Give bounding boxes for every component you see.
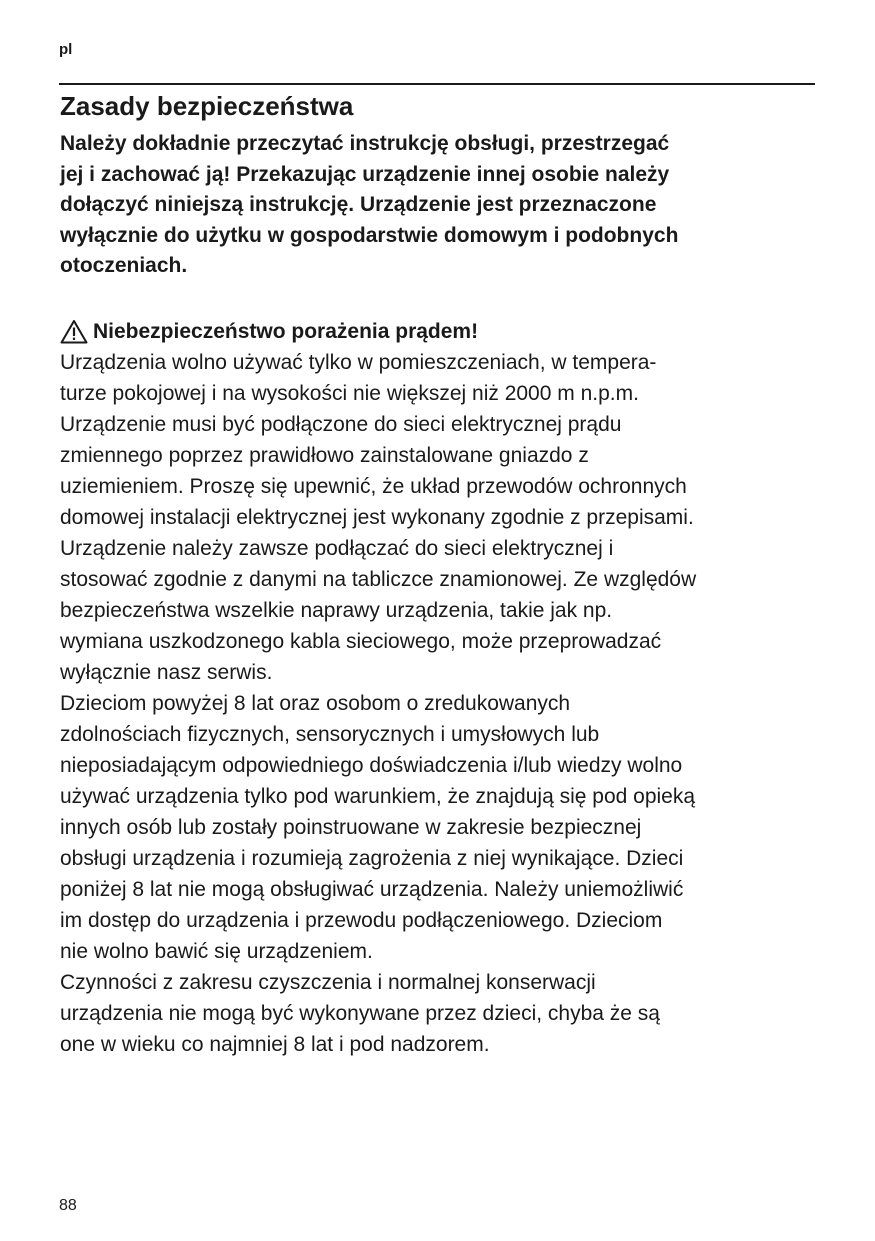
paragraph-line: nie wolno bawić się urządzeniem. [60, 939, 373, 963]
warning-heading [60, 316, 820, 347]
warning-triangle-icon [60, 319, 88, 344]
safety-section [60, 88, 820, 1060]
intro-line: dołączyć niniejszą instrukcję. Urządzenie jest przeznaczone [60, 193, 657, 216]
paragraph-line: używać urządzenia tylko pod warunkiem, że znajdują się pod opieką [60, 784, 696, 808]
header-divider [59, 83, 815, 85]
paragraph-line: turze pokojowej i na wysokości nie większej niż 2000 m n.p.m. [60, 381, 639, 405]
paragraph-line: Czynności z zakresu czyszczenia i normalnej konserwacji [60, 970, 596, 994]
paragraph-line: Dzieciom powyżej 8 lat oraz osobom o zredukowanych [60, 691, 571, 715]
paragraph-line: innych osób lub zostały poinstruowane w zakresie bezpiecznej [60, 815, 642, 839]
paragraph-line: wyłącznie nasz serwis. [60, 660, 273, 684]
paragraph-line: stosować zgodnie z danymi na tabliczce znamionowej. Ze względów [60, 567, 697, 591]
paragraph-line: zmiennego poprzez prawidłowo zainstalowane gniazdo z [60, 443, 589, 467]
paragraph-line: obsługi urządzenia i rozumieją zagrożenia z niej wynikające. Dzieci [60, 846, 684, 870]
paragraph-line: uziemieniem. Proszę się upewnić, że układ przewodów ochronnych [60, 474, 687, 498]
language-code: pl [59, 41, 73, 58]
page-number: 88 [59, 1197, 77, 1214]
paragraph-line: urządzenia nie mogą być wykonywane przez dzieci, chyba że są [60, 1001, 660, 1025]
paragraph-line: Urządzenie należy zawsze podłączać do sieci elektrycznej i [60, 536, 614, 560]
paragraph-line: one w wieku co najmniej 8 lat i pod nadzorem. [60, 1032, 490, 1056]
intro-paragraph [60, 129, 820, 282]
intro-line: jej i zachować ją! Przekazując urządzenie innej osobie należy [60, 162, 670, 186]
warning-paragraph-electrical [60, 347, 820, 688]
paragraph-line: domowej instalacji elektrycznej jest wykonany zgodnie z przepisami. [60, 505, 694, 529]
intro-line: wyłącznie do użytku w gospodarstwie domowym i podobnych [60, 223, 679, 247]
warning-heading-text: Niebezpieczeństwo porażenia prądem! [93, 319, 479, 343]
warning-paragraph-cleaning [60, 967, 820, 1060]
warning-paragraph-children [60, 688, 820, 967]
paragraph-line: Urządzenia wolno używać tylko w pomieszczeniach, w tempera- [60, 350, 657, 374]
intro-line: Należy dokładnie przeczytać instrukcję obsługi, przestrzegać [60, 132, 670, 155]
paragraph-line: zdolnościach fizycznych, sensorycznych i umysłowych lub [60, 722, 600, 746]
paragraph-line: im dostęp do urządzenia i przewodu podłączeniowego. Dzieciom [60, 908, 663, 932]
paragraph-line: bezpieczeństwa wszelkie naprawy urządzenia, takie jak np. [60, 598, 613, 622]
paragraph-line: Urządzenie musi być podłączone do sieci elektrycznej prądu [60, 412, 622, 436]
paragraph-line: wymiana uszkodzonego kabla sieciowego, może przeprowadzać [60, 629, 662, 653]
paragraph-line: nieposiadającym odpowiedniego doświadczenia i/lub wiedzy wolno [60, 753, 683, 777]
page-title: Zasady bezpieczeństwa [60, 91, 354, 121]
paragraph-line: poniżej 8 lat nie mogą obsługiwać urządzenia. Należy uniemożliwić [60, 877, 684, 901]
intro-line: otoczeniach. [60, 254, 188, 277]
